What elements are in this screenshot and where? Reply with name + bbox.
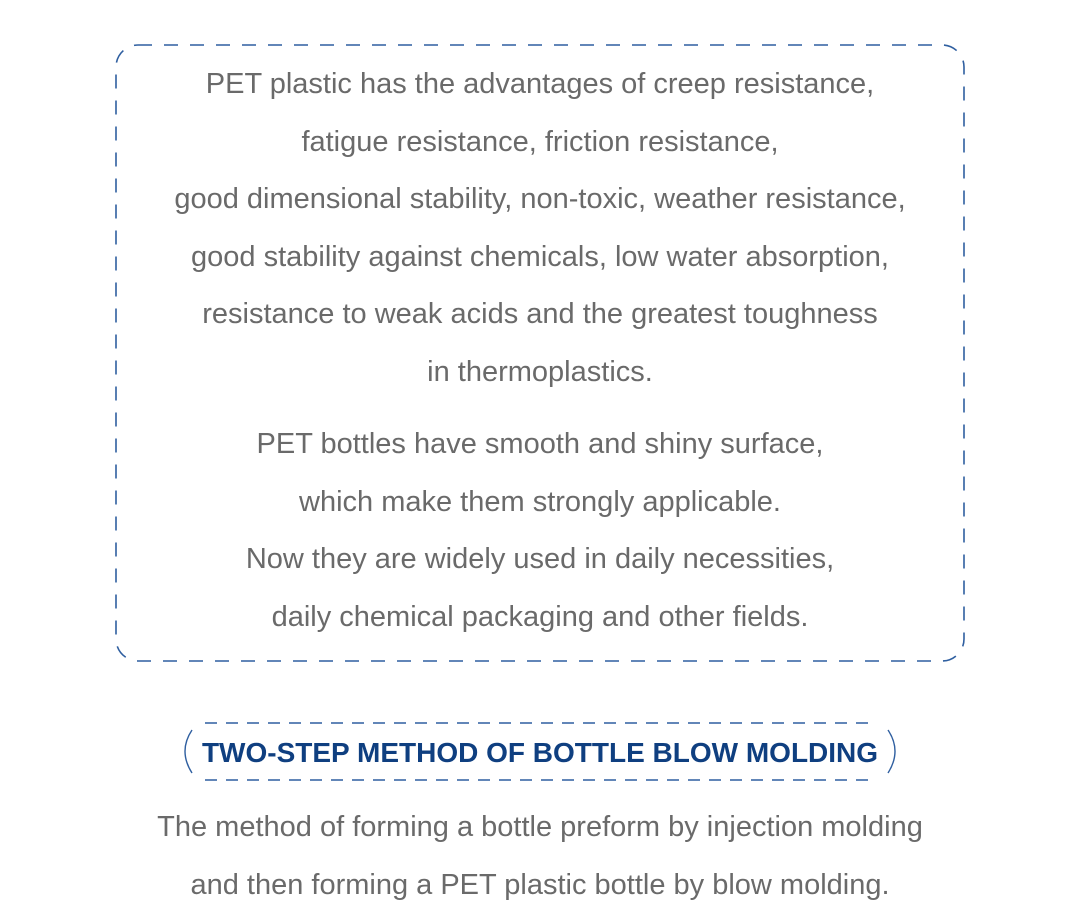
info-line: resistance to weak acids and the greatest toughness (202, 298, 878, 330)
info-line: Now they are widely used in daily necessities, (245, 543, 835, 575)
info-line: in thermoplastics. (427, 355, 653, 388)
section-title: TWO-STEP METHOD OF BOTTLE BLOW MOLDING (201, 737, 879, 768)
info-line: which make them strongly applicable. (299, 485, 781, 518)
info-line: PET bottles have smooth and shiny surface, (256, 428, 824, 460)
info-paragraph-1 (118, 56, 962, 401)
info-paragraph-2 (118, 416, 962, 646)
info-line: good dimensional stability, non-toxic, weather resistance, (174, 183, 906, 215)
info-line: PET plastic has the advantages of creep resistance, (205, 68, 875, 100)
description-line: and then forming a PET plastic bottle by blow molding. (190, 868, 890, 901)
info-line: good stability against chemicals, low water absorption, (191, 240, 889, 273)
info-line: fatigue resistance, friction resistance, (301, 125, 779, 158)
description-line: The method of forming a bottle preform by injection molding (157, 811, 923, 843)
info-line: daily chemical packaging and other fields. (271, 600, 809, 633)
section-description (60, 799, 1020, 914)
